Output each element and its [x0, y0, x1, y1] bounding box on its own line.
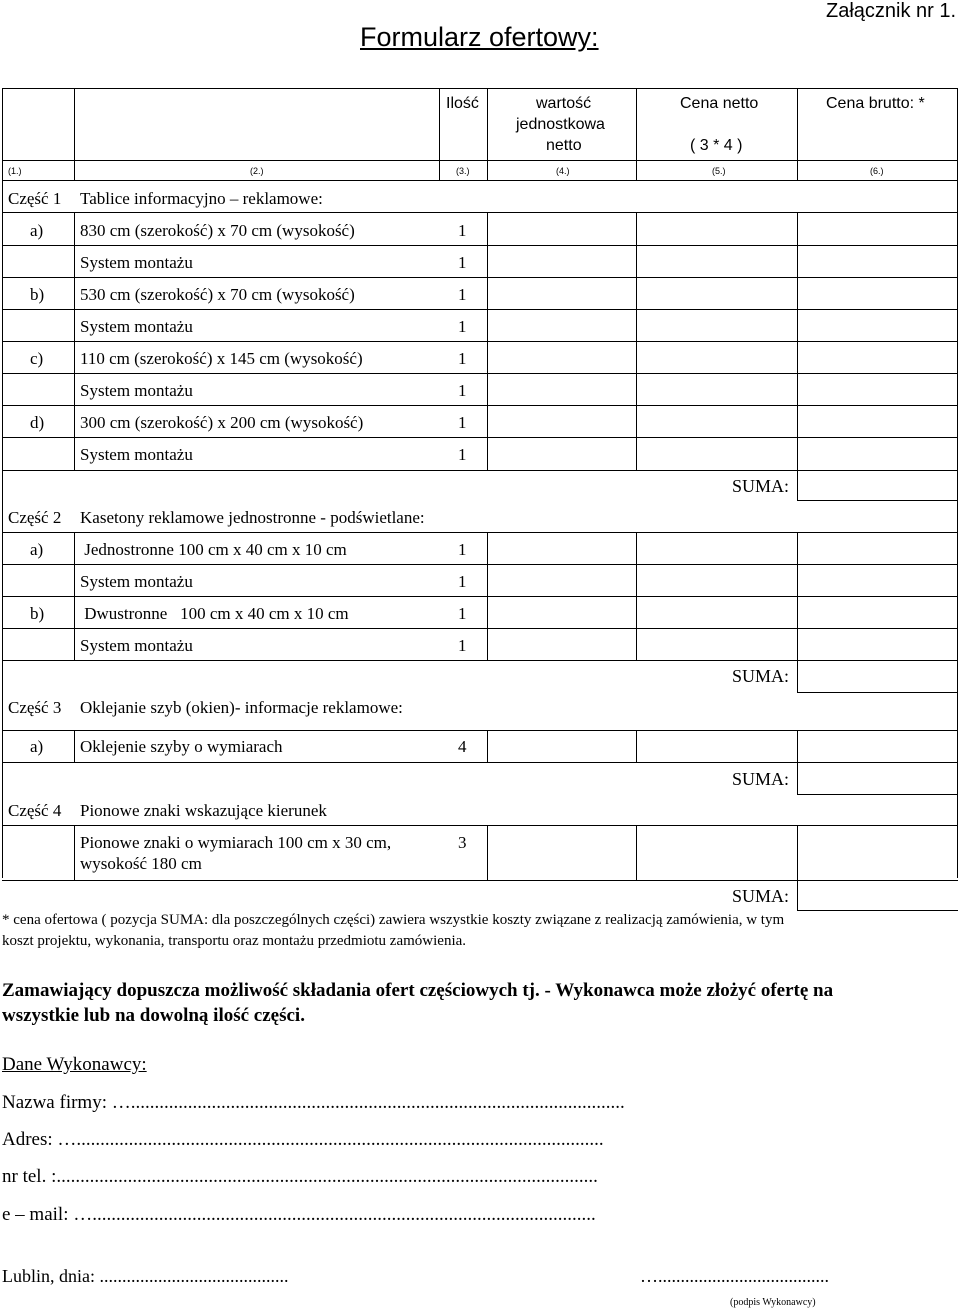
address-field[interactable]: Adres: …...............................................................................................................: [2, 1129, 604, 1150]
row-label: a): [30, 221, 44, 240]
col-number-4: (4.): [556, 166, 570, 176]
header-unit-value-1: wartość: [536, 95, 592, 112]
row-description: System montażu: [80, 253, 193, 272]
sum-label: SUMA:: [732, 886, 790, 906]
row-label: a): [30, 540, 44, 559]
row-description: System montażu: [80, 572, 193, 591]
row-qty: 4: [458, 737, 467, 756]
row-description: System montażu: [80, 381, 193, 400]
row-qty: 1: [458, 221, 467, 240]
footnote-line-1: * cena ofertowa ( pozycja SUMA: dla poszczególnych części) zawiera wszystkie koszty związane z realizacją zamówienia, w tym: [2, 912, 785, 928]
part-2-title: Kasetony reklamowe jednostronne - podświetlane:: [80, 508, 425, 527]
notice-line-1: Zamawiający dopuszcza możliwość składania ofert częściowych tj. - Wykonawca może złożyć ofertę na: [2, 980, 834, 1001]
row-qty: 1: [458, 604, 467, 623]
header-qty: Ilość: [446, 95, 479, 112]
contractor-heading: Dane Wykonawcy:: [2, 1054, 147, 1075]
row-description: 530 cm (szerokość) x 70 cm (wysokość): [80, 285, 355, 304]
part-4-title: Pionowe znaki wskazujące kierunek: [80, 801, 327, 820]
row-label: d): [30, 413, 45, 432]
col-number-2: (2.): [250, 166, 264, 176]
part-3-label: Część 3: [8, 698, 62, 717]
row-description: 830 cm (szerokość) x 70 cm (wysokość): [80, 221, 355, 240]
place-date-field[interactable]: Lublin, dnia: ..........................................: [2, 1266, 289, 1286]
row-description: 110 cm (szerokość) x 145 cm (wysokość): [80, 349, 363, 368]
phone-field[interactable]: nr tel. :..................................................................................................................: [2, 1166, 598, 1187]
row-label: c): [30, 349, 44, 368]
sum-label: SUMA:: [732, 769, 790, 789]
row-qty: 1: [458, 413, 467, 432]
part-1-title: Tablice informacyjno – reklamowe:: [80, 189, 323, 208]
sum-label: SUMA:: [732, 666, 790, 686]
row-description: System montażu: [80, 636, 193, 655]
signature-caption: (podpis Wykonawcy): [730, 1297, 816, 1308]
row-qty: 1: [458, 253, 467, 272]
part-2-label: Część 2: [8, 508, 62, 527]
row-description: 300 cm (szerokość) x 200 cm (wysokość): [80, 413, 364, 432]
col-number-6: (6.): [870, 166, 884, 176]
row-qty: 1: [458, 540, 467, 559]
row-qty: 1: [458, 317, 467, 336]
row-qty: 1: [458, 285, 467, 304]
part-4-label: Część 4: [8, 801, 62, 820]
row-label: b): [30, 604, 45, 623]
col-number-5: (5.): [712, 166, 726, 176]
row-description: Jednostronne 100 cm x 40 cm x 10 cm: [80, 540, 347, 559]
row-description: Pionowe znaki o wymiarach 100 cm x 30 cm,: [80, 833, 392, 852]
notice-line-2: wszystkie lub na dowolną ilość części.: [2, 1005, 305, 1026]
col-number-3: (3.): [456, 166, 470, 176]
part-1-label: Część 1: [8, 189, 62, 208]
row-qty: 1: [458, 349, 467, 368]
attachment-label: Załącznik nr 1.: [826, 0, 957, 22]
row-qty: 3: [458, 833, 467, 852]
row-description: Dwustronne 100 cm x 40 cm x 10 cm: [80, 604, 349, 623]
row-description: System montażu: [80, 317, 193, 336]
header-net-price: Cena netto: [680, 95, 759, 112]
row-label: b): [30, 285, 45, 304]
col-number-1: (1.): [8, 166, 22, 176]
header-unit-value-3: netto: [546, 137, 582, 154]
row-description: Oklejenie szyby o wymiarach: [80, 737, 283, 756]
signature-line[interactable]: …......................................: [640, 1266, 829, 1286]
row-description: System montażu: [80, 445, 193, 464]
email-field[interactable]: e – mail: …..........................................................................................................: [2, 1204, 596, 1225]
sum-label: SUMA:: [732, 476, 790, 496]
row-label: a): [30, 737, 44, 756]
page-title: Formularz ofertowy:: [360, 22, 599, 52]
row-qty: 1: [458, 445, 467, 464]
part-3-title: Oklejanie szyb (okien)- informacje reklamowe:: [80, 698, 403, 717]
company-name-field[interactable]: Nazwa firmy: …........................................................................................................: [2, 1092, 625, 1113]
row-qty: 1: [458, 636, 467, 655]
row-description-cont: wysokość 180 cm: [80, 854, 202, 873]
header-unit-value-2: jednostkowa: [516, 116, 605, 133]
header-net-formula: ( 3 * 4 ): [690, 137, 743, 154]
row-qty: 1: [458, 381, 467, 400]
footnote-line-2: koszt projektu, wykonania, transportu oraz montażu przedmiotu zamówienia.: [2, 933, 467, 949]
header-gross-price: Cena brutto: *: [826, 95, 925, 112]
row-qty: 1: [458, 572, 467, 591]
